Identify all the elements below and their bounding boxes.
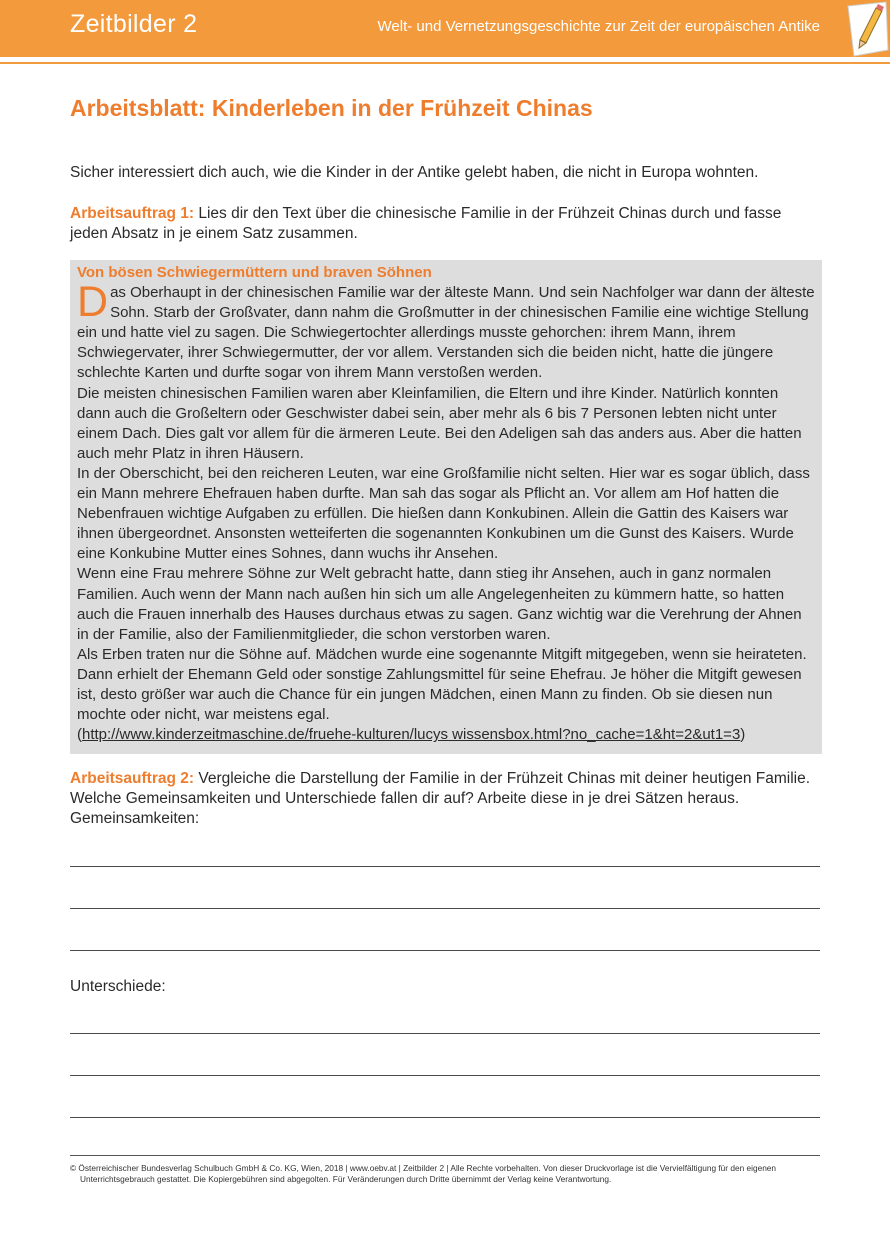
task-2-label: Arbeitsauftrag 2:: [70, 770, 195, 787]
answer-line[interactable]: [70, 866, 820, 867]
paragraph-4: Wenn eine Frau mehrere Söhne zur Welt gebracht hatte, dann stieg ihr Ansehen, auch in ganz normalen Familien. Auch wenn der Mann nach außen hin sich um alle Angelegenheiten zu kümmern hatte, so hatten auch die Frauen innerhalb des Hauses durchaus etwas zu sagen. Ganz wichtig war die Verehrung der Ahnen in der Familie, also der Familienmitglieder, die schon verstorben waren.: [77, 565, 802, 643]
source-text-box: [70, 260, 822, 754]
paragraph-1-text: as Oberhaupt in der chinesischen Familie war der älteste Mann. Und sein Nachfolger war dann der älteste Sohn. Starb der Großvater, dann nahm die Großmutter in der chinesischen Familie eine wichtige Stellung ein und hatte viel zu sagen. Die Schwiegertochter allerdings musste gehorchen: ihrem Mann, ihrem Schwiegervater, ihrer Schwiegermutter, der vor allem. Verstanden sich die beiden nicht, hatte die jüngere schlechte Karten und durfte sogar von ihrem Mann verstoßen werden.: [77, 284, 815, 382]
footer-rule: [70, 1155, 820, 1156]
answer-line[interactable]: [70, 1075, 820, 1076]
brand-title: Zeitbilder 2: [70, 10, 198, 38]
footer-line-2: Unterrichtsgebrauch gestattet. Die Kopiergebühren sind abgegolten. Für Veränderungen durch Dritte übernimmt der Verlag keine Verantwortung.: [80, 1174, 612, 1184]
paragraph-1: [77, 278, 815, 383]
series-subtitle: Welt- und Vernetzungsgeschichte zur Zeit der europäischen Antike: [377, 18, 820, 35]
paragraph-3: In der Oberschicht, bei den reicheren Leuten, war eine Großfamilie nicht selten. Hier war es sogar üblich, dass ein Mann mehrere Ehefrauen haben durfte. Man sah das sogar als Pflicht an. Vor allem am Hof hatten die Nebenfrauen wichtige Aufgaben zu erfüllen. Die hießen dann Konkubinen. Allein die Gattin des Kaisers war ihnen übergeordnet. Ansonsten wetteiferten die sogenannten Konkubinen um die Gunst des Kaisers. Wurde eine Konkubine Mutter eines Sohnes, dann wuchs ihr Ansehen.: [77, 464, 810, 563]
answer-line[interactable]: [70, 1117, 820, 1118]
drop-cap: D: [77, 278, 109, 327]
source-open: (: [77, 726, 82, 744]
text-box-title: Von bösen Schwiegermüttern und braven Söhnen: [77, 264, 432, 281]
answer-line[interactable]: [70, 1033, 820, 1034]
paragraph-5: Als Erben traten nur die Söhne auf. Mädchen wurde eine sogenannte Mitgift mitgegeben, wenn sie heirateten. Dann erhielt der Ehemann Geld oder sonstige Zahlungsmittel für seine Ehefrau. Je höher die Mitgift gewesen ist, desto größer war auch die Chance für ein jungen Mädchen, einen Mann zu finden. Ob sie diesen nun mochte oder nicht, war meistens egal.: [77, 645, 807, 724]
task-2: [70, 769, 822, 809]
gemeinsamkeiten-label: Gemeinsamkeiten:: [70, 810, 200, 827]
page-title: Arbeitsblatt: Kinderleben in der Frühzeit Chinas: [70, 95, 593, 121]
task-2-text: Vergleiche die Darstellung der Familie in der Frühzeit Chinas mit deiner heutigen Familie. Welche Gemeinsamkeiten und Unterschiede fallen dir auf? Arbeite diese in je drei Sätzen heraus.: [70, 770, 811, 807]
intro-text: Sicher interessiert dich auch, wie die Kinder in der Antike gelebt haben, die nicht in Europa wohnten.: [70, 164, 759, 181]
answer-line[interactable]: [70, 908, 820, 909]
task-1: [70, 204, 822, 244]
paragraph-2: Die meisten chinesischen Familien waren aber Kleinfamilien, die Eltern und ihre Kinder. Natürlich konnten dann auch die Großeltern oder Geschwister dabei sein, aber mehr als 6 bis 7 Personen lebten nicht unter einem Dach. Dies galt vor allem für die ärmeren Leute. Bei den Adeligen sah das anders aus. Aber die hatten auch mehr Platz in ihren Häusern.: [77, 384, 802, 462]
footer: [70, 1163, 820, 1185]
pencil-icon: [830, 0, 890, 60]
header-rule: [0, 62, 890, 64]
unterschiede-label: Unterschiede:: [70, 978, 166, 995]
header-bar: [0, 0, 890, 57]
source-link[interactable]: http://www.kinderzeitmaschine.de/fruehe-kulturen/lucys wissensbox.html?no_cache=1&ht=2&ut1=3: [82, 726, 741, 744]
source-citation: [77, 725, 815, 745]
footer-line-1: © Österreichischer Bundesverlag Schulbuch GmbH & Co. KG, Wien, 2018 | www.oebv.at | Zeitbilder 2 | Alle Rechte vorbehalten. Von dieser Druckvorlage ist die Vervielfältigung für den eigenen: [70, 1163, 777, 1173]
answer-line[interactable]: [70, 950, 820, 951]
task-1-label: Arbeitsauftrag 1:: [70, 205, 195, 222]
source-close: ): [740, 726, 746, 744]
task-1-text: Lies dir den Text über die chinesische Familie in der Frühzeit Chinas durch und fasse jeden Absatz in je einem Satz zusammen.: [70, 205, 782, 242]
